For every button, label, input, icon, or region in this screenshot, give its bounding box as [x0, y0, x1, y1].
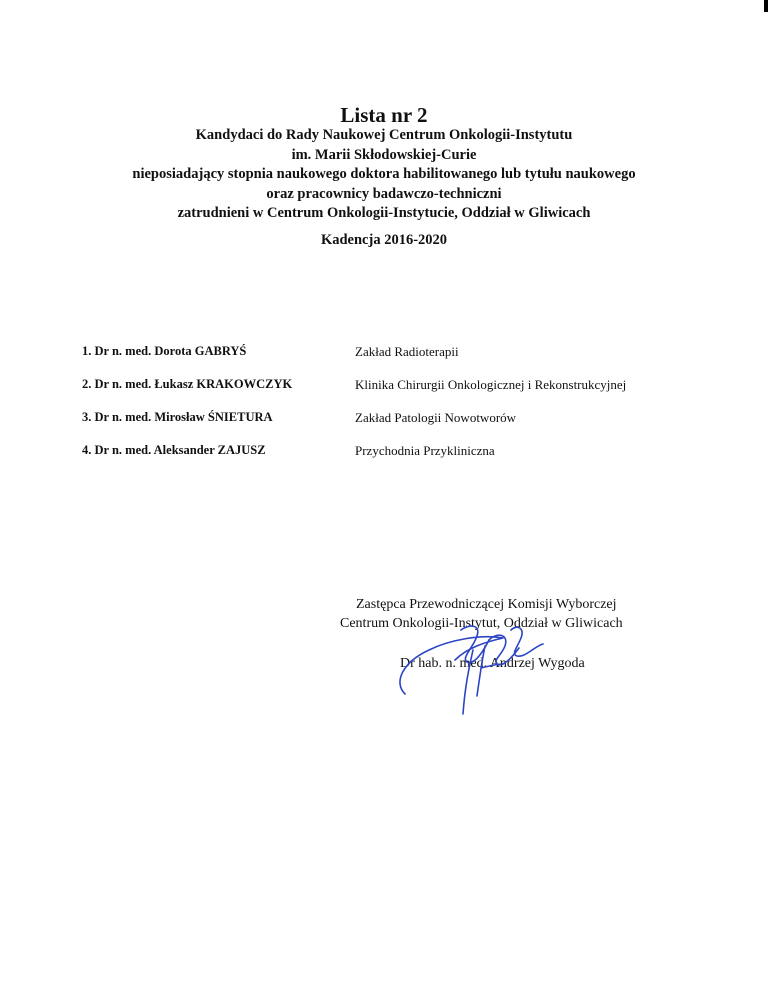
signature-stroke: [481, 664, 503, 668]
signature-stroke: [400, 637, 503, 694]
signer-name: Dr hab. n. med. Andrzej Wygoda: [400, 656, 585, 671]
candidate-row: [82, 410, 702, 430]
handwritten-signature: [385, 616, 565, 716]
subtitle-line: Kandydaci do Rady Naukowej Centrum Onkologii-Instytutu: [195, 127, 573, 143]
candidate-row: [82, 377, 702, 397]
page-title: Lista nr 2: [340, 103, 428, 127]
candidate-name: 2. Dr n. med. Łukasz KRAKOWCZYK: [82, 377, 293, 391]
candidate-row: [82, 443, 702, 463]
subtitle-line: nieposiadający stopnia naukowego doktora habilitowanego lub tytułu naukowego: [132, 166, 636, 182]
candidate-row: [82, 344, 702, 364]
term-heading: Kadencja 2016-2020: [320, 232, 448, 248]
signature-stroke: [461, 626, 489, 663]
candidate-name: 3. Dr n. med. Mirosław ŚNIETURA: [82, 410, 273, 424]
signer-role-line: Zastępca Przewodniczącej Komisji Wyborczej: [356, 597, 617, 612]
signer-role-line: Centrum Onkologii-Instytut, Oddział w Gliwicach: [340, 616, 623, 631]
subtitle-line: zatrudnieni w Centrum Onkologii-Instytucie, Oddział w Gliwicach: [177, 205, 591, 221]
candidate-unit: Zakład Radioterapii: [355, 344, 459, 359]
candidate-unit: Klinika Chirurgii Onkologicznej i Rekonstrukcyjnej: [355, 377, 627, 392]
subtitle-line: im. Marii Skłodowskiej-Curie: [291, 146, 477, 163]
subtitle-line: oraz pracownicy badawczo-techniczni: [266, 185, 502, 202]
candidate-name: 1. Dr n. med. Dorota GABRYŚ: [82, 344, 247, 358]
candidate-name: 4. Dr n. med. Aleksander ZAJUSZ: [82, 443, 266, 457]
document-subtitle: [0, 126, 768, 224]
scan-edge-mark: [764, 0, 768, 12]
candidate-unit: Zakład Patologii Nowotworów: [355, 410, 517, 425]
candidate-unit: Przychodnia Przykliniczna: [355, 443, 495, 458]
